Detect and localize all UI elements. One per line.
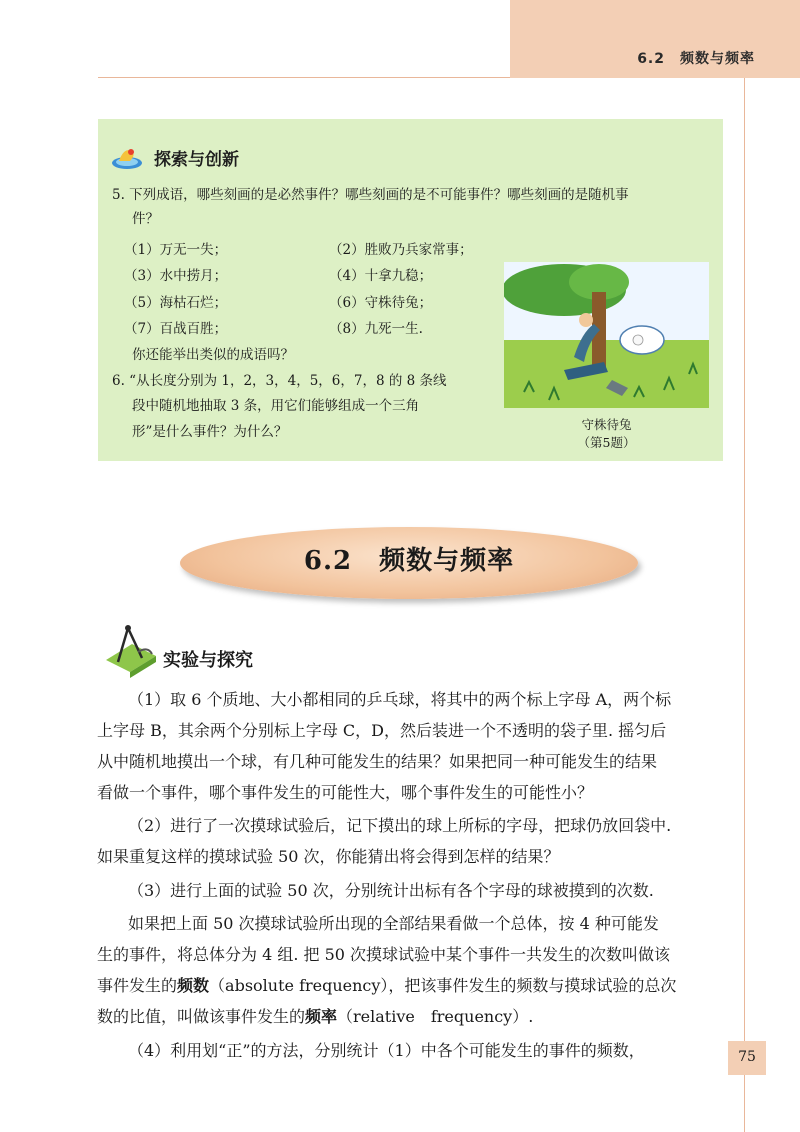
- experiment-title: 实验与探究: [163, 650, 253, 671]
- option-5: （5）海枯石烂；: [124, 295, 228, 311]
- q5-text: 5. 下列成语，哪些刻画的是必然事件？哪些刻画的是不可能事件？哪些刻画的是随机事: [112, 187, 629, 203]
- term-frequency-count: 频数: [177, 976, 210, 995]
- option-2: （2）胜败乃兵家常事；: [329, 242, 473, 258]
- para4-line3-post: （absolute frequency），把该事件发生的频数与摸球试验的总次: [209, 976, 677, 995]
- caption-title: 守株待兔: [581, 417, 632, 432]
- side-rule: [744, 78, 745, 1132]
- para2-line2: 如果重复这样的摸球试验 50 次，你能猜出将会得到怎样的结果？: [97, 847, 560, 866]
- q6-text-end: 形”是什么事件？为什么？: [132, 424, 288, 440]
- option-6: （6）守株待兔；: [329, 295, 433, 311]
- para4-line4-pre: 数的比值，叫做该事件发生的: [97, 1007, 306, 1026]
- para2-line1: （2）进行了一次摸球试验后，记下摸出的球上所标的字母，把球仍放回袋中.: [128, 816, 672, 835]
- experiment-icon: [98, 622, 160, 678]
- para1-line2: 上字母 B，其余两个分别标上字母 C，D，然后装进一个不透明的袋子里. 摇匀后: [97, 721, 667, 740]
- explore-icon: [110, 143, 144, 171]
- header-rule: [98, 77, 510, 78]
- para4-line1: 如果把上面 50 次摸球试验所出现的全部结果看做一个总体，按 4 种可能发: [128, 914, 659, 933]
- running-header: 6.2 频数与频率: [637, 51, 755, 67]
- q5-followup: 你还能举出类似的成语吗？: [132, 347, 294, 363]
- figure-caption: [504, 416, 709, 452]
- rabbit-tree-illustration: [504, 262, 709, 408]
- para4-line2: 生的事件，将总体分为 4 组. 把 50 次摸球试验中某个事件一共发生的次数叫做该: [97, 945, 671, 964]
- option-3: （3）水中捞月；: [124, 268, 228, 284]
- q6-text-cont: 段中随机地抽取 3 条，用它们能够组成一个三角: [132, 398, 420, 414]
- para4-line4: [97, 1007, 533, 1027]
- para1-line3: 从中随机地摸出一个球，有几种可能发生的结果？如果把同一种可能发生的结果: [97, 752, 658, 771]
- explore-title: 探索与创新: [154, 149, 239, 170]
- para5: （4）利用划“正”的方法，分别统计（1）中各个可能发生的事件的频数，: [128, 1041, 645, 1060]
- q5-text-cont: 件？: [132, 211, 159, 227]
- option-8: （8）九死一生.: [329, 321, 423, 337]
- term-relative-frequency: 频率: [305, 1007, 338, 1026]
- explore-heading: [110, 143, 239, 171]
- option-4: （4）十拿九稳；: [329, 268, 433, 284]
- para1-line4: 看做一个事件，哪个事件发生的可能性大，哪个事件发生的可能性小？: [97, 783, 594, 802]
- para3: （3）进行上面的试验 50 次，分别统计出标有各个字母的球被摸到的次数.: [128, 881, 654, 900]
- section-title: 6.2 频数与频率: [303, 546, 515, 576]
- para4-line3-pre: 事件发生的: [97, 976, 178, 995]
- para4-line3: [97, 976, 676, 996]
- para1-line1: （1）取 6 个质地、大小都相同的乒乓球，将其中的两个标上字母 A，两个标: [128, 690, 672, 709]
- q6-text: 6. “从长度分别为 1，2，3，4，5，6，7，8 的 8 条线: [112, 373, 447, 389]
- option-7: （7）百战百胜；: [124, 321, 228, 337]
- para4-line4-post: （relative frequency）.: [337, 1007, 534, 1026]
- option-1: （1）万无一失；: [124, 242, 228, 258]
- page-number: 75: [738, 1049, 756, 1065]
- caption-ref: （第5题）: [577, 435, 636, 450]
